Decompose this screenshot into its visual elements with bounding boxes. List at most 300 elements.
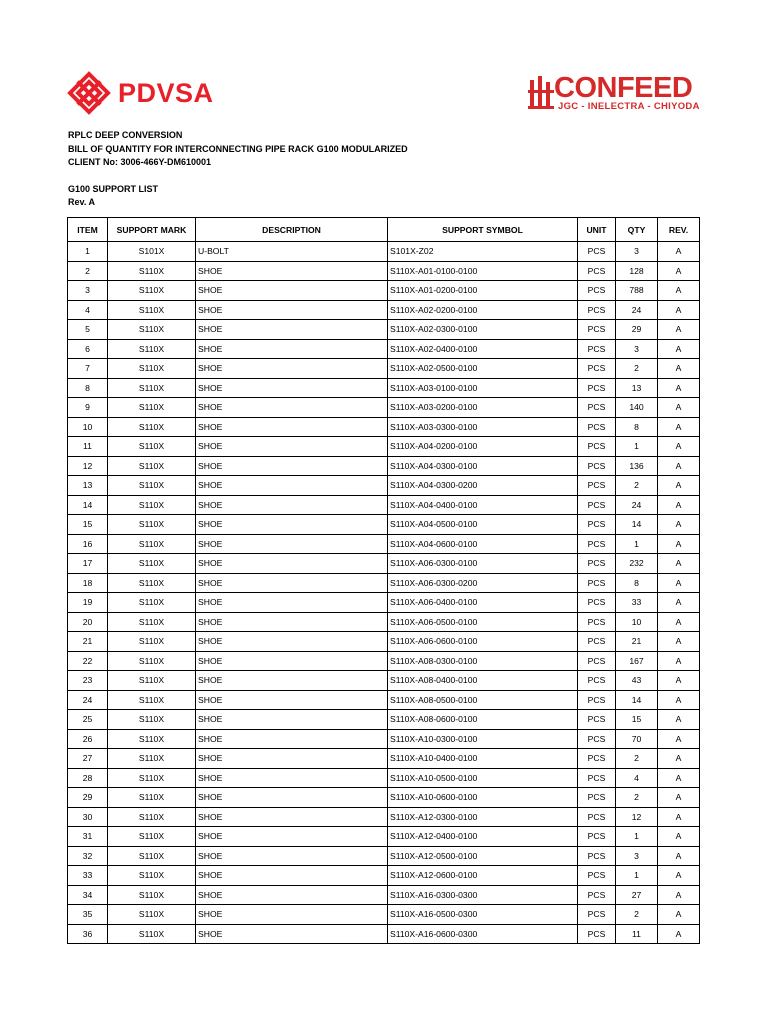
cell-unit: PCS <box>578 846 616 866</box>
table-row <box>68 905 700 925</box>
cell-item: 20 <box>68 612 108 632</box>
cell-support-symbol: S110X-A12-0300-0100 <box>388 807 578 827</box>
cell-item: 18 <box>68 573 108 593</box>
cell-item: 28 <box>68 768 108 788</box>
table-row <box>68 924 700 944</box>
cell-rev: A <box>658 339 700 359</box>
cell-rev: A <box>658 378 700 398</box>
cell-description: SHOE <box>196 768 388 788</box>
cell-qty: 43 <box>616 671 658 691</box>
cell-support-mark: S110X <box>108 339 196 359</box>
cell-rev: A <box>658 846 700 866</box>
cell-description: SHOE <box>196 905 388 925</box>
cell-rev: A <box>658 437 700 457</box>
list-title: G100 SUPPORT LIST <box>68 184 159 194</box>
cell-qty: 2 <box>616 788 658 808</box>
cell-item: 8 <box>68 378 108 398</box>
cell-support-mark: S110X <box>108 690 196 710</box>
cell-description: SHOE <box>196 359 388 379</box>
cell-support-mark: S110X <box>108 417 196 437</box>
cell-description: SHOE <box>196 398 388 418</box>
cell-item: 29 <box>68 788 108 808</box>
cell-rev: A <box>658 281 700 301</box>
cell-qty: 3 <box>616 242 658 262</box>
cell-support-symbol: S110X-A01-0200-0100 <box>388 281 578 301</box>
cell-qty: 24 <box>616 495 658 515</box>
table-row <box>68 749 700 769</box>
cell-item: 12 <box>68 456 108 476</box>
cell-unit: PCS <box>578 651 616 671</box>
cell-unit: PCS <box>578 671 616 691</box>
cell-unit: PCS <box>578 924 616 944</box>
column-header-support-symbol: SUPPORT SYMBOL <box>388 218 578 242</box>
column-header-qty: QTY <box>616 218 658 242</box>
cell-item: 36 <box>68 924 108 944</box>
cell-support-mark: S110X <box>108 378 196 398</box>
cell-rev: A <box>658 905 700 925</box>
cell-rev: A <box>658 612 700 632</box>
cell-support-mark: S110X <box>108 281 196 301</box>
cell-support-symbol: S110X-A12-0500-0100 <box>388 846 578 866</box>
cell-support-symbol: S110X-A08-0500-0100 <box>388 690 578 710</box>
table-row <box>68 534 700 554</box>
cell-support-symbol: S110X-A06-0400-0100 <box>388 593 578 613</box>
cell-item: 1 <box>68 242 108 262</box>
table-row <box>68 671 700 691</box>
cell-support-symbol: S110X-A04-0600-0100 <box>388 534 578 554</box>
table-row <box>68 612 700 632</box>
pdvsa-emblem-icon <box>66 70 112 116</box>
cell-description: SHOE <box>196 495 388 515</box>
cell-item: 14 <box>68 495 108 515</box>
cell-description: SHOE <box>196 651 388 671</box>
cell-qty: 33 <box>616 593 658 613</box>
cell-qty: 3 <box>616 339 658 359</box>
document-title: BILL OF QUANTITY FOR INTERCONNECTING PIPE RACK G100 MODULARIZED <box>68 143 408 154</box>
cell-qty: 29 <box>616 320 658 340</box>
cell-qty: 13 <box>616 378 658 398</box>
table-row <box>68 456 700 476</box>
table-row <box>68 359 700 379</box>
cell-support-mark: S110X <box>108 924 196 944</box>
cell-item: 27 <box>68 749 108 769</box>
cell-description: SHOE <box>196 671 388 691</box>
cell-qty: 24 <box>616 300 658 320</box>
cell-qty: 1 <box>616 437 658 457</box>
list-header <box>68 183 158 208</box>
cell-rev: A <box>658 495 700 515</box>
cell-description: SHOE <box>196 437 388 457</box>
client-number: CLIENT No: 3006-466Y-DM610001 <box>68 157 212 168</box>
cell-description: SHOE <box>196 417 388 437</box>
cell-rev: A <box>658 866 700 886</box>
cell-qty: 14 <box>616 690 658 710</box>
cell-support-symbol: S110X-A04-0200-0100 <box>388 437 578 457</box>
cell-item: 15 <box>68 515 108 535</box>
cell-support-mark: S110X <box>108 593 196 613</box>
cell-support-symbol: S110X-A02-0400-0100 <box>388 339 578 359</box>
cell-rev: A <box>658 515 700 535</box>
cell-description: SHOE <box>196 339 388 359</box>
cell-qty: 27 <box>616 885 658 905</box>
cell-item: 32 <box>68 846 108 866</box>
cell-rev: A <box>658 417 700 437</box>
cell-support-symbol: S110X-A16-0500-0300 <box>388 905 578 925</box>
cell-rev: A <box>658 885 700 905</box>
cell-support-mark: S110X <box>108 261 196 281</box>
table-row <box>68 846 700 866</box>
cell-item: 26 <box>68 729 108 749</box>
cell-support-symbol: S110X-A03-0300-0100 <box>388 417 578 437</box>
cell-rev: A <box>658 573 700 593</box>
cell-qty: 11 <box>616 924 658 944</box>
cell-support-symbol: S110X-A08-0400-0100 <box>388 671 578 691</box>
table-row <box>68 807 700 827</box>
cell-unit: PCS <box>578 827 616 847</box>
cell-description: SHOE <box>196 378 388 398</box>
cell-description: SHOE <box>196 827 388 847</box>
cell-support-mark: S110X <box>108 788 196 808</box>
cell-unit: PCS <box>578 320 616 340</box>
cell-support-mark: S110X <box>108 710 196 730</box>
cell-support-mark: S110X <box>108 320 196 340</box>
table-row <box>68 632 700 652</box>
table-row <box>68 651 700 671</box>
cell-support-symbol: S110X-A08-0300-0100 <box>388 651 578 671</box>
cell-support-symbol: S110X-A06-0600-0100 <box>388 632 578 652</box>
confeed-logo <box>528 72 700 116</box>
cell-support-symbol: S110X-A01-0100-0100 <box>388 261 578 281</box>
cell-support-mark: S110X <box>108 398 196 418</box>
cell-unit: PCS <box>578 788 616 808</box>
cell-support-mark: S110X <box>108 534 196 554</box>
cell-unit: PCS <box>578 768 616 788</box>
cell-rev: A <box>658 768 700 788</box>
table-row <box>68 242 700 262</box>
cell-unit: PCS <box>578 612 616 632</box>
cell-support-symbol: S110X-A02-0500-0100 <box>388 359 578 379</box>
cell-qty: 2 <box>616 476 658 496</box>
table-row <box>68 437 700 457</box>
cell-item: 4 <box>68 300 108 320</box>
cell-rev: A <box>658 690 700 710</box>
cell-unit: PCS <box>578 281 616 301</box>
cell-unit: PCS <box>578 339 616 359</box>
cell-support-mark: S110X <box>108 359 196 379</box>
pdvsa-wordmark: PDVSA <box>118 77 214 108</box>
refinery-emblem-icon <box>528 76 554 110</box>
cell-unit: PCS <box>578 437 616 457</box>
confeed-wordmark: CONFEED <box>554 72 693 104</box>
cell-item: 21 <box>68 632 108 652</box>
cell-rev: A <box>658 729 700 749</box>
cell-support-symbol: S110X-A08-0600-0100 <box>388 710 578 730</box>
table-row <box>68 827 700 847</box>
cell-unit: PCS <box>578 476 616 496</box>
cell-description: SHOE <box>196 281 388 301</box>
cell-support-mark: S101X <box>108 242 196 262</box>
column-header-item: ITEM <box>68 218 108 242</box>
cell-support-mark: S110X <box>108 495 196 515</box>
table-row <box>68 593 700 613</box>
document-header <box>68 129 408 170</box>
cell-qty: 3 <box>616 846 658 866</box>
cell-description: SHOE <box>196 690 388 710</box>
cell-rev: A <box>658 710 700 730</box>
cell-qty: 4 <box>616 768 658 788</box>
cell-item: 13 <box>68 476 108 496</box>
cell-item: 3 <box>68 281 108 301</box>
cell-rev: A <box>658 534 700 554</box>
cell-rev: A <box>658 359 700 379</box>
cell-support-symbol: S110X-A06-0300-0200 <box>388 573 578 593</box>
cell-support-mark: S110X <box>108 573 196 593</box>
cell-support-mark: S110X <box>108 651 196 671</box>
cell-description: SHOE <box>196 729 388 749</box>
cell-support-symbol: S101X-Z02 <box>388 242 578 262</box>
cell-rev: A <box>658 554 700 574</box>
cell-support-mark: S110X <box>108 827 196 847</box>
cell-support-symbol: S110X-A10-0300-0100 <box>388 729 578 749</box>
table-row <box>68 281 700 301</box>
cell-support-mark: S110X <box>108 632 196 652</box>
cell-description: SHOE <box>196 846 388 866</box>
cell-qty: 8 <box>616 417 658 437</box>
cell-qty: 1 <box>616 866 658 886</box>
cell-support-mark: S110X <box>108 885 196 905</box>
cell-support-mark: S110X <box>108 807 196 827</box>
pdvsa-logo <box>66 70 214 116</box>
cell-unit: PCS <box>578 495 616 515</box>
cell-unit: PCS <box>578 534 616 554</box>
cell-item: 22 <box>68 651 108 671</box>
cell-support-mark: S110X <box>108 476 196 496</box>
cell-qty: 1 <box>616 827 658 847</box>
cell-item: 17 <box>68 554 108 574</box>
cell-support-mark: S110X <box>108 437 196 457</box>
table-row <box>68 866 700 886</box>
table-row <box>68 788 700 808</box>
cell-unit: PCS <box>578 632 616 652</box>
cell-support-mark: S110X <box>108 905 196 925</box>
cell-rev: A <box>658 651 700 671</box>
cell-description: SHOE <box>196 632 388 652</box>
cell-item: 31 <box>68 827 108 847</box>
table-row <box>68 476 700 496</box>
table-row <box>68 768 700 788</box>
cell-support-symbol: S110X-A04-0400-0100 <box>388 495 578 515</box>
cell-unit: PCS <box>578 242 616 262</box>
cell-support-mark: S110X <box>108 846 196 866</box>
cell-unit: PCS <box>578 554 616 574</box>
cell-support-symbol: S110X-A10-0500-0100 <box>388 768 578 788</box>
table-row <box>68 398 700 418</box>
cell-description: SHOE <box>196 300 388 320</box>
cell-unit: PCS <box>578 593 616 613</box>
table-row <box>68 378 700 398</box>
cell-description: SHOE <box>196 788 388 808</box>
cell-item: 5 <box>68 320 108 340</box>
cell-rev: A <box>658 593 700 613</box>
cell-unit: PCS <box>578 690 616 710</box>
table-row <box>68 515 700 535</box>
table-row <box>68 573 700 593</box>
cell-item: 30 <box>68 807 108 827</box>
cell-item: 23 <box>68 671 108 691</box>
cell-support-symbol: S110X-A04-0500-0100 <box>388 515 578 535</box>
cell-rev: A <box>658 456 700 476</box>
cell-description: SHOE <box>196 885 388 905</box>
cell-item: 25 <box>68 710 108 730</box>
cell-qty: 70 <box>616 729 658 749</box>
cell-unit: PCS <box>578 398 616 418</box>
column-header-unit: UNIT <box>578 218 616 242</box>
cell-support-mark: S110X <box>108 671 196 691</box>
cell-description: SHOE <box>196 554 388 574</box>
cell-support-mark: S110X <box>108 866 196 886</box>
cell-description: SHOE <box>196 924 388 944</box>
cell-description: SHOE <box>196 573 388 593</box>
cell-qty: 128 <box>616 261 658 281</box>
cell-item: 7 <box>68 359 108 379</box>
cell-support-mark: S110X <box>108 612 196 632</box>
cell-unit: PCS <box>578 573 616 593</box>
cell-rev: A <box>658 671 700 691</box>
cell-unit: PCS <box>578 515 616 535</box>
cell-support-mark: S110X <box>108 749 196 769</box>
table-row <box>68 339 700 359</box>
cell-description: SHOE <box>196 515 388 535</box>
cell-support-symbol: S110X-A03-0100-0100 <box>388 378 578 398</box>
cell-support-symbol: S110X-A02-0300-0100 <box>388 320 578 340</box>
cell-item: 10 <box>68 417 108 437</box>
cell-rev: A <box>658 788 700 808</box>
cell-qty: 21 <box>616 632 658 652</box>
table-row <box>68 417 700 437</box>
cell-description: SHOE <box>196 866 388 886</box>
cell-unit: PCS <box>578 905 616 925</box>
cell-qty: 140 <box>616 398 658 418</box>
cell-unit: PCS <box>578 749 616 769</box>
cell-support-symbol: S110X-A10-0600-0100 <box>388 788 578 808</box>
revision: Rev. A <box>68 196 96 207</box>
cell-unit: PCS <box>578 359 616 379</box>
cell-description: SHOE <box>196 749 388 769</box>
cell-item: 34 <box>68 885 108 905</box>
table-row <box>68 320 700 340</box>
support-list-table <box>67 217 700 944</box>
cell-unit: PCS <box>578 456 616 476</box>
confeed-subtitle: JGC - INELECTRA - CHIYODA <box>558 101 700 112</box>
project-name: RPLC DEEP CONVERSION <box>68 130 183 140</box>
cell-support-mark: S110X <box>108 554 196 574</box>
cell-rev: A <box>658 632 700 652</box>
table-row <box>68 690 700 710</box>
cell-description: SHOE <box>196 593 388 613</box>
cell-support-mark: S110X <box>108 300 196 320</box>
cell-qty: 10 <box>616 612 658 632</box>
cell-unit: PCS <box>578 300 616 320</box>
cell-support-mark: S110X <box>108 515 196 535</box>
cell-item: 2 <box>68 261 108 281</box>
cell-item: 24 <box>68 690 108 710</box>
cell-description: SHOE <box>196 710 388 730</box>
cell-description: SHOE <box>196 320 388 340</box>
cell-rev: A <box>658 807 700 827</box>
cell-qty: 1 <box>616 534 658 554</box>
cell-support-symbol: S110X-A04-0300-0200 <box>388 476 578 496</box>
cell-support-symbol: S110X-A16-0300-0300 <box>388 885 578 905</box>
cell-support-mark: S110X <box>108 456 196 476</box>
cell-support-symbol: S110X-A10-0400-0100 <box>388 749 578 769</box>
cell-qty: 2 <box>616 749 658 769</box>
cell-qty: 2 <box>616 359 658 379</box>
cell-description: SHOE <box>196 456 388 476</box>
cell-qty: 167 <box>616 651 658 671</box>
cell-description: SHOE <box>196 261 388 281</box>
cell-item: 16 <box>68 534 108 554</box>
cell-rev: A <box>658 827 700 847</box>
cell-unit: PCS <box>578 885 616 905</box>
cell-support-symbol: S110X-A02-0200-0100 <box>388 300 578 320</box>
cell-rev: A <box>658 476 700 496</box>
cell-rev: A <box>658 261 700 281</box>
cell-support-symbol: S110X-A12-0600-0100 <box>388 866 578 886</box>
cell-qty: 12 <box>616 807 658 827</box>
table-body <box>68 242 700 944</box>
cell-rev: A <box>658 320 700 340</box>
cell-support-mark: S110X <box>108 768 196 788</box>
cell-support-mark: S110X <box>108 729 196 749</box>
cell-support-symbol: S110X-A06-0300-0100 <box>388 554 578 574</box>
cell-rev: A <box>658 924 700 944</box>
cell-support-symbol: S110X-A06-0500-0100 <box>388 612 578 632</box>
cell-support-symbol: S110X-A12-0400-0100 <box>388 827 578 847</box>
table-row <box>68 300 700 320</box>
cell-rev: A <box>658 300 700 320</box>
cell-description: SHOE <box>196 807 388 827</box>
table-row <box>68 885 700 905</box>
cell-qty: 232 <box>616 554 658 574</box>
cell-item: 19 <box>68 593 108 613</box>
cell-qty: 8 <box>616 573 658 593</box>
cell-qty: 136 <box>616 456 658 476</box>
cell-unit: PCS <box>578 378 616 398</box>
cell-qty: 15 <box>616 710 658 730</box>
cell-unit: PCS <box>578 261 616 281</box>
cell-unit: PCS <box>578 710 616 730</box>
cell-rev: A <box>658 749 700 769</box>
cell-unit: PCS <box>578 417 616 437</box>
cell-unit: PCS <box>578 729 616 749</box>
cell-unit: PCS <box>578 866 616 886</box>
cell-qty: 2 <box>616 905 658 925</box>
cell-item: 11 <box>68 437 108 457</box>
table-row <box>68 710 700 730</box>
table-row <box>68 495 700 515</box>
column-header-rev: REV. <box>658 218 700 242</box>
cell-description: U-BOLT <box>196 242 388 262</box>
cell-description: SHOE <box>196 534 388 554</box>
cell-item: 6 <box>68 339 108 359</box>
cell-item: 35 <box>68 905 108 925</box>
cell-rev: A <box>658 398 700 418</box>
cell-unit: PCS <box>578 807 616 827</box>
table-row <box>68 261 700 281</box>
cell-qty: 14 <box>616 515 658 535</box>
cell-rev: A <box>658 242 700 262</box>
cell-support-symbol: S110X-A16-0600-0300 <box>388 924 578 944</box>
